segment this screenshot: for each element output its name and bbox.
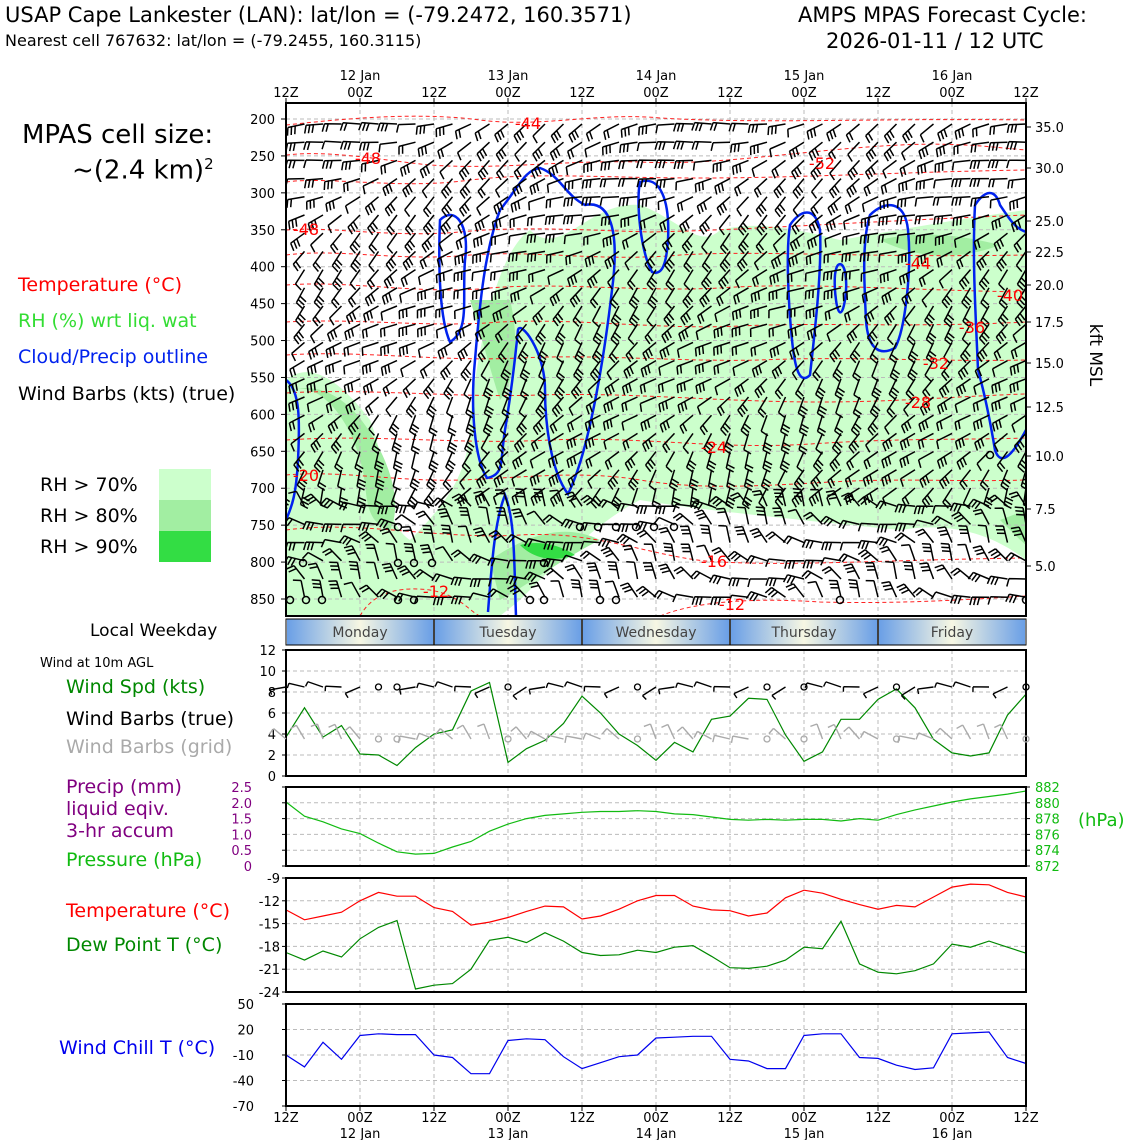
wind-barb-10m: [643, 687, 656, 700]
top-x-date-label: 12 Jan: [339, 69, 381, 84]
legend-barbs: Wind Barbs (kts) (true): [18, 383, 236, 405]
cross-section-panel: [250, 69, 1105, 616]
isotherm-label: -12: [718, 595, 746, 614]
pressure-tick-label: 300: [250, 186, 275, 202]
wind-barb: [275, 342, 286, 362]
hpa-axis-label: (hPa): [1078, 810, 1125, 831]
panel-y-tick-label: 2: [267, 749, 276, 764]
top-x-date-label: 16 Jan: [931, 69, 973, 84]
panel-y-tick-label: 50: [237, 998, 254, 1013]
top-x-tick-label: 12Z: [569, 86, 595, 101]
isotherm-label: -20: [292, 466, 320, 485]
pressure-tick-label: 800: [250, 556, 275, 572]
precip-label-2: liquid eqiv.: [66, 798, 169, 820]
wind-barb-10m: [772, 687, 786, 699]
top-x-tick-label: 12Z: [421, 86, 447, 101]
panel-y-tick-label: -18: [258, 940, 280, 956]
wind-barb-10m: [734, 687, 749, 698]
isotherm-label: -28: [904, 393, 932, 412]
wind-10m-label: Wind at 10m AGL: [40, 656, 154, 671]
kft-tick-label: 12.5: [1035, 401, 1064, 416]
wind-barb-10m: [805, 683, 822, 688]
wind-barb-grid: [528, 731, 545, 739]
wind-barb-10m: [843, 687, 859, 692]
wind-barb-grid: [644, 724, 656, 739]
dewpoint-label: Dew Point T (°C): [66, 934, 223, 956]
nearest-cell-text: Nearest cell 767632: lat/lon = (-79.2455, 160.3115): [5, 31, 422, 50]
rh80-label: RH > 80%: [40, 505, 138, 527]
panel-y-tick-label: 12: [259, 644, 276, 659]
wind-barb-10m: [529, 687, 545, 694]
panel-y-tick-label: -10: [232, 1049, 254, 1064]
cycle-date: 2026-01-11 / 12 UTC: [826, 29, 1044, 53]
wind-barb-grid: [477, 724, 489, 739]
rh70-label: RH > 70%: [40, 474, 138, 496]
calm-grid-marker: [764, 736, 770, 742]
wind-barb: [277, 470, 287, 490]
top-x-tick-label: 12Z: [1013, 86, 1039, 101]
precip-tick-label: 1.5: [231, 812, 252, 828]
wind-barb: [273, 251, 286, 270]
pressure-tick-label: 874: [1035, 844, 1060, 860]
wind-barb-10m: [325, 686, 341, 691]
kft-tick-label: 15.0: [1035, 357, 1064, 372]
wind-barb-10m: [400, 687, 416, 695]
panel-frame: [286, 787, 1026, 866]
bottom-x-tick-label: 00Z: [495, 1111, 521, 1126]
pressure-tick-label: 700: [250, 482, 275, 498]
wind-barb-10m: [918, 687, 934, 694]
weekday-label: Monday: [332, 625, 388, 641]
wind-barb-grid: [398, 736, 415, 743]
kft-tick-label: 10.0: [1035, 450, 1064, 465]
wind-barb-10m: [824, 682, 841, 687]
temperature-line: [286, 884, 1026, 925]
wind-barbs-grid-label: Wind Barbs (grid): [66, 736, 233, 758]
panel-y-tick-label: -70: [232, 1100, 254, 1115]
station-title: USAP Cape Lankester (LAN): lat/lon = (-79.2472, 160.3571): [5, 3, 632, 27]
wind-barb-10m: [584, 686, 600, 691]
pressure-tick-label: 872: [1035, 860, 1060, 875]
wind-barb-grid: [810, 724, 822, 739]
wind-barb-10m: [435, 682, 452, 687]
bottom-x-tick-label: 00Z: [347, 1111, 373, 1126]
cell-size-exponent: 2: [204, 155, 214, 173]
wind-barb-grid: [511, 727, 527, 739]
bottom-x-tick-label: 12Z: [865, 1111, 891, 1126]
isotherm-label: -36: [958, 318, 986, 337]
panel-y-tick-label: -24: [258, 986, 280, 1001]
wind-barb-grid: [677, 727, 693, 739]
wind-barb-10m: [953, 682, 970, 687]
isotherm-label: -32: [922, 354, 950, 373]
wind-barb-grid: [861, 731, 878, 739]
wind-barb-grid: [977, 724, 989, 739]
wind-barb-10m: [513, 687, 526, 700]
wind-barb-grid: [311, 724, 323, 739]
kft-tick-label: 20.0: [1035, 279, 1064, 294]
wind-barb-10m: [993, 687, 1007, 698]
bottom-x-date-label: 12 Jan: [339, 1127, 381, 1140]
legend-temperature: Temperature (°C): [18, 274, 182, 296]
calm-grid-marker: [635, 736, 641, 742]
bottom-x-tick-label: 12Z: [717, 1111, 743, 1126]
wind-barb: [278, 288, 286, 309]
wind-barb-10m: [864, 687, 878, 698]
pressure-tick-label: 550: [250, 371, 275, 387]
isotherm-label: -40: [996, 286, 1024, 305]
legend-rh: RH (%) wrt liq. wat: [18, 310, 197, 332]
panel-y-tick-label: 20: [237, 1023, 254, 1039]
temperature-panel: [259, 872, 1026, 1001]
pressure-tick-label: 878: [1035, 812, 1060, 828]
wind-barb-grid: [731, 736, 748, 743]
kft-tick-label: 7.5: [1035, 503, 1056, 518]
legend-cloud: Cloud/Precip outline: [18, 346, 209, 368]
wind-barb-10m: [455, 686, 471, 691]
pressure-tick-label: 500: [250, 334, 275, 350]
top-x-tick-label: 12Z: [273, 86, 299, 101]
wind-barb-grid: [661, 724, 674, 739]
weekday-label: Thursday: [771, 625, 837, 641]
weekday-label: Tuesday: [479, 625, 537, 641]
pressure-tick-label: 450: [250, 297, 275, 313]
wind-barb: [267, 179, 286, 187]
wind-barb-10m: [676, 683, 693, 688]
windchill-label: Wind Chill T (°C): [59, 1037, 216, 1059]
panel-y-tick-label: -40: [232, 1074, 254, 1090]
local-weekday-label: Local Weekday: [90, 621, 218, 641]
top-x-tick-label: 00Z: [939, 86, 965, 101]
precip-tick-label: 1.0: [231, 828, 252, 844]
wind-speed-panel: [259, 644, 1029, 785]
precip-tick-label: 0.5: [231, 844, 252, 860]
weekday-label: Friday: [930, 625, 974, 641]
kft-msl-axis-label: kft MSL: [1085, 323, 1105, 387]
calm-10m-marker: [394, 684, 400, 690]
pressure-label: Pressure (hPa): [66, 849, 203, 871]
isotherm-label: -16: [700, 552, 728, 571]
precip-tick-label: 2.5: [231, 781, 252, 796]
wind-barb-10m: [565, 682, 582, 687]
pressure-tick-label: 850: [250, 593, 275, 608]
calm-10m-marker: [376, 684, 382, 690]
weekday-bar: [286, 619, 1026, 645]
kft-tick-label: 5.0: [1035, 560, 1056, 575]
bottom-x-date-label: 13 Jan: [487, 1127, 529, 1140]
temperature-label: Temperature (°C): [66, 900, 230, 922]
pressure-tick-label: 350: [250, 223, 275, 239]
top-x-tick-label: 00Z: [347, 86, 373, 101]
bottom-x-tick-label: 12Z: [569, 1111, 595, 1126]
bottom-x-tick-label: 00Z: [791, 1111, 817, 1126]
kft-tick-label: 25.0: [1035, 215, 1064, 230]
wind-barb-10m: [973, 687, 989, 692]
wind-barb: [274, 452, 286, 471]
wind-barb-grid: [290, 725, 304, 739]
precip-tick-label: 2.0: [231, 796, 252, 812]
weekday-label: Wednesday: [615, 625, 697, 641]
top-x-date-label: 13 Jan: [487, 69, 529, 84]
isotherm-label: -12: [422, 582, 450, 601]
wind-barb: [276, 270, 286, 290]
wind-barb-10m: [901, 687, 915, 699]
bottom-x-tick-label: 12Z: [273, 1111, 299, 1126]
calm-grid-marker: [376, 736, 382, 742]
calm-10m-marker: [635, 684, 641, 690]
wind-barb-grid: [457, 725, 471, 739]
pressure-tick-label: 880: [1035, 796, 1060, 812]
pressure-tick-label: 876: [1035, 828, 1060, 844]
top-x-tick-label: 12Z: [865, 86, 891, 101]
pressure-tick-label: 882: [1035, 781, 1060, 796]
panel-y-tick-label: 0: [267, 770, 276, 785]
pressure-tick-label: 400: [250, 260, 275, 276]
bottom-x-tick-label: 00Z: [939, 1111, 965, 1126]
wind-spd-label: Wind Spd (kts): [66, 676, 206, 698]
pressure-tick-label: 750: [250, 519, 275, 535]
kft-tick-label: 30.0: [1035, 162, 1064, 177]
top-x-tick-label: 00Z: [791, 86, 817, 101]
bottom-x-date-label: 15 Jan: [783, 1127, 825, 1140]
bottom-x-date-label: 14 Jan: [635, 1127, 677, 1140]
bottom-x-tick-label: 00Z: [643, 1111, 669, 1126]
top-x-date-label: 15 Jan: [783, 69, 825, 84]
panel-y-tick-label: -12: [258, 894, 280, 910]
wind-barb-10m: [935, 683, 952, 688]
wind-barb-10m: [306, 682, 323, 687]
isotherm-label: -48: [354, 149, 382, 168]
pressure-tick-label: 600: [250, 408, 275, 424]
windchill-panel: [233, 998, 1039, 1140]
isotherm-label: -52: [808, 154, 836, 173]
panel-y-tick-label: 4: [267, 728, 276, 743]
precip-tick-label: 0: [243, 860, 252, 875]
panel-y-tick-label: -15: [258, 917, 280, 933]
kft-tick-label: 17.5: [1035, 316, 1064, 331]
wind-barb-10m: [694, 682, 711, 687]
pressure-tick-label: 200: [250, 113, 275, 128]
panel-y-tick-label: 6: [267, 707, 276, 722]
precip-label-3: 3-hr accum: [66, 820, 174, 842]
rh90-label: RH > 90%: [40, 536, 138, 558]
wind-barbs-true-label: Wind Barbs (true): [66, 708, 235, 730]
wind-barb-10m: [417, 683, 434, 688]
wind-barb-10m: [546, 683, 563, 688]
isotherm-label: -44: [514, 114, 542, 133]
wind-barb: [278, 306, 286, 327]
kft-tick-label: 22.5: [1035, 246, 1064, 261]
top-x-tick-label: 00Z: [495, 86, 521, 101]
panel-y-tick-label: 8: [267, 686, 276, 701]
wind-barb-grid: [957, 725, 971, 739]
top-x-tick-label: 12Z: [717, 86, 743, 101]
top-x-tick-label: 00Z: [643, 86, 669, 101]
panel-y-tick-label: 10: [259, 665, 276, 680]
wind-barb-10m: [714, 687, 730, 692]
bottom-x-tick-label: 12Z: [421, 1111, 447, 1126]
cell-size-value: ~(2.4 km): [72, 155, 205, 186]
wind-barb-10m: [659, 687, 675, 694]
precip-label-1: Precip (mm): [66, 776, 182, 798]
pressure-tick-label: 650: [250, 445, 275, 461]
isotherm-label: -48: [292, 220, 320, 239]
wind-barb-10m: [287, 683, 304, 688]
cell-size-line1: MPAS cell size:: [22, 120, 214, 150]
pressure-tick-label: 250: [250, 149, 275, 165]
bottom-x-tick-label: 12Z: [1013, 1111, 1039, 1126]
panel-y-tick-label: -9: [267, 872, 280, 887]
wind-barb-grid: [713, 735, 730, 742]
calm-10m-marker: [764, 684, 770, 690]
panel-y-tick-label: -21: [258, 963, 280, 979]
bottom-x-date-label: 16 Jan: [931, 1127, 973, 1140]
wind-barb-grid: [844, 727, 860, 739]
wind-barb-grid: [898, 736, 915, 743]
isotherm-label: -24: [700, 438, 728, 457]
kft-tick-label: 35.0: [1035, 121, 1064, 136]
pressure-panel: [231, 781, 1124, 875]
top-x-date-label: 14 Jan: [635, 69, 677, 84]
wind-barb: [266, 541, 286, 549]
isotherm-label: -44: [904, 254, 932, 273]
cycle-title: AMPS MPAS Forecast Cycle:: [798, 3, 1087, 27]
wind-barb-grid: [565, 736, 582, 743]
